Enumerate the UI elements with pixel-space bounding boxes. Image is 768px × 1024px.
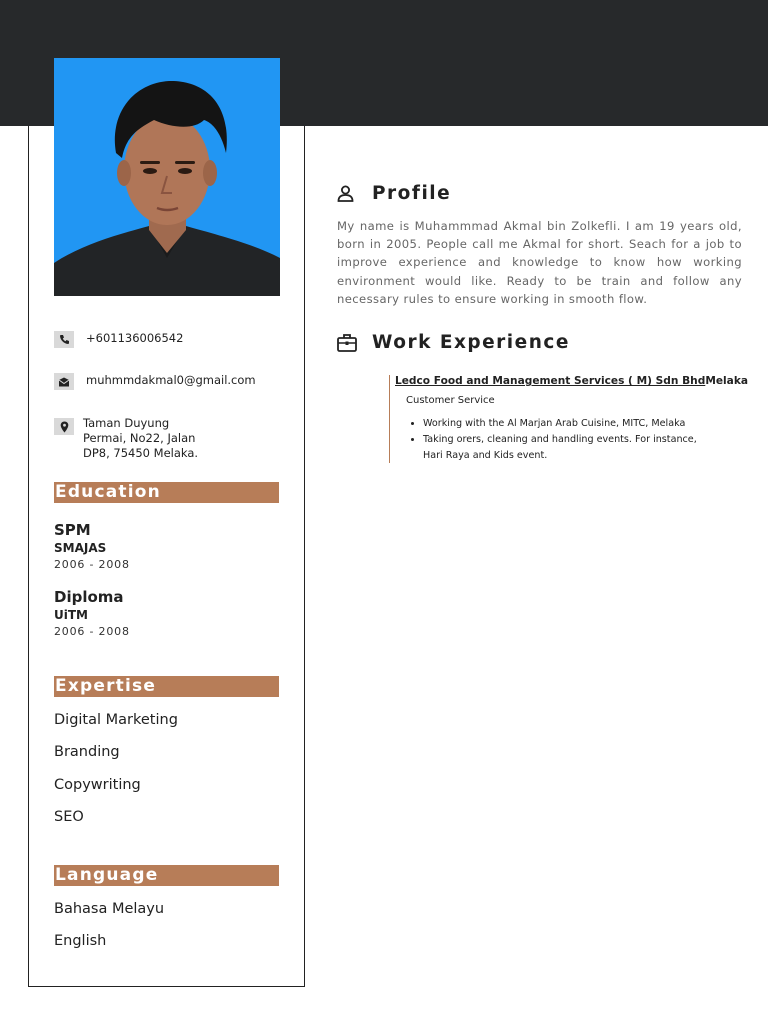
job-bullet: • Working with the Al Marjan Arab Cuisine, MITC, Melaka <box>423 416 703 432</box>
education-school: SMAJAS <box>54 541 107 555</box>
job-bullets <box>408 416 703 464</box>
language-heading: Language <box>54 865 279 886</box>
phone-number[interactable]: +601136006542 <box>86 331 184 345</box>
envelope-icon <box>54 373 74 390</box>
education-title: Diploma <box>54 588 124 606</box>
work-experience-heading: Work Experience <box>372 332 570 353</box>
expertise-item: Copywriting <box>54 777 141 793</box>
contact-address <box>54 418 198 461</box>
briefcase-icon <box>337 333 357 356</box>
job-company[interactable]: Ledco Food and Management Services ( M) Sdn Bhd <box>395 375 706 387</box>
contact-email <box>54 373 256 390</box>
person-icon <box>337 185 354 206</box>
profile-description: My name is Muhammmad Akmal bin Zolkefli. I am 19 years old, born in 2005. People call me Akmal for short. Seach for a job to improve experience and knowledge to know how working environment would like. Ready to be train and follow any necessary rules to ensure working in smooth flow. <box>337 219 742 306</box>
job-entry <box>389 375 760 463</box>
job-location: Melaka <box>705 375 749 387</box>
expertise-item: SEO <box>54 809 84 825</box>
contact-phone <box>54 331 183 348</box>
phone-icon <box>54 331 74 348</box>
expertise-item: Branding <box>54 744 120 760</box>
education-years: 2006 - 2008 <box>54 558 130 571</box>
expertise-heading: Expertise <box>54 676 279 697</box>
job-header <box>395 375 748 387</box>
job-role: Customer Service <box>406 395 495 406</box>
portrait-illustration <box>54 58 280 296</box>
profile-photo <box>54 58 280 296</box>
address-block <box>83 416 198 461</box>
email-address[interactable]: muhmmdakmal0@gmail.com <box>86 373 256 387</box>
education-years: 2006 - 2008 <box>54 625 130 638</box>
education-school: UiTM <box>54 608 88 622</box>
education-title: SPM <box>54 521 91 539</box>
profile-heading: Profile <box>372 183 452 204</box>
address-line: DP8, 75450 Melaka. <box>83 446 199 460</box>
education-heading: Education <box>54 482 279 503</box>
expertise-item: Digital Marketing <box>54 712 178 728</box>
language-item: Bahasa Melayu <box>54 901 165 917</box>
map-pin-icon <box>54 418 74 435</box>
address-line: Taman Duyung <box>83 416 170 430</box>
job-bullet: • Taking orers, cleaning and handling events. For instance, Hari Raya and Kids event. <box>423 432 703 464</box>
language-item: English <box>54 933 107 949</box>
address-line: Permai, No22, Jalan <box>83 431 196 445</box>
